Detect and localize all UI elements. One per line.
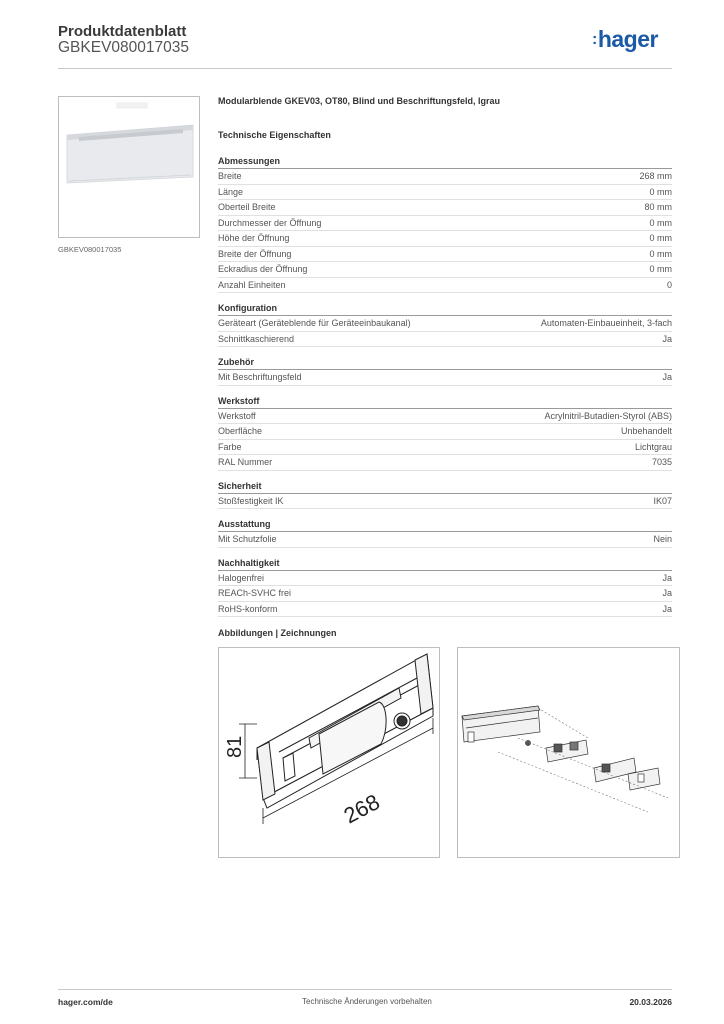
- property-label: RoHS-konform: [218, 603, 278, 614]
- footer-date: 20.03.2026: [629, 997, 672, 1007]
- section-heading: Abmessungen: [218, 155, 672, 169]
- property-value: Ja: [662, 603, 672, 614]
- property-row: [218, 247, 672, 263]
- section-ausstattung: [218, 518, 672, 548]
- section-nachhaltigkeit: [218, 557, 672, 618]
- property-label: Mit Beschriftungsfeld: [218, 372, 302, 382]
- property-row: [218, 571, 672, 587]
- property-row: [218, 332, 672, 348]
- property-label: Stoßfestigkeit IK: [218, 495, 284, 506]
- dimension-height-label: 81: [224, 735, 246, 758]
- property-row: [218, 424, 672, 440]
- property-row: [218, 440, 672, 456]
- property-label: Farbe: [218, 441, 242, 452]
- product-photo: [59, 97, 199, 237]
- property-row: [218, 262, 672, 278]
- property-label: Mit Schutzfolie: [218, 534, 277, 544]
- logo-text: hager: [597, 26, 658, 52]
- property-row: [218, 216, 672, 232]
- hager-logo: [592, 26, 658, 53]
- property-label: REACh-SVHC frei: [218, 588, 292, 598]
- footer-website: hager.com/de: [58, 997, 113, 1007]
- section-heading: Werkstoff: [218, 395, 672, 409]
- property-row: [218, 370, 672, 386]
- page-title: Produktdatenblatt: [58, 23, 187, 40]
- dimension-drawing-svg: [219, 648, 439, 857]
- property-value: 7035: [651, 457, 672, 467]
- header-divider: [58, 68, 672, 69]
- property-row: [218, 316, 672, 332]
- property-label: Oberfläche: [218, 426, 263, 436]
- property-row: [218, 278, 672, 294]
- property-label: Werkstoff: [218, 410, 256, 421]
- assembly-drawing: [457, 647, 680, 858]
- section-zubehoer: [218, 356, 672, 386]
- property-value: Lichtgrau: [634, 441, 672, 452]
- property-label: Schnittkaschierend: [218, 333, 295, 344]
- figures-heading: Abbildungen | Zeichnungen: [218, 628, 337, 638]
- property-value: 0 mm: [649, 217, 672, 228]
- property-label: Länge: [218, 186, 244, 197]
- property-row: [218, 455, 672, 471]
- section-heading: Nachhaltigkeit: [218, 557, 672, 571]
- property-value: Acrylnitril-Butadien-Styrol (ABS): [544, 410, 672, 421]
- property-value: Nein: [653, 534, 672, 544]
- property-value: IK07: [653, 495, 672, 506]
- footer-divider: [58, 989, 672, 990]
- property-row: [218, 200, 672, 216]
- property-value: 0: [666, 279, 672, 290]
- property-value: Ja: [662, 372, 672, 382]
- product-title: Modularblende GKEV03, OT80, Blind und Beschriftungsfeld, lgrau: [218, 96, 501, 106]
- footer-disclaimer: Technische Änderungen vorbehalten: [302, 997, 432, 1006]
- dimension-drawing: [218, 647, 440, 858]
- property-label: Geräteart (Geräteblende für Geräteeinbaukanal): [218, 318, 411, 328]
- property-label: Halogenfrei: [218, 572, 265, 583]
- property-row: [218, 586, 672, 602]
- property-row: [218, 602, 672, 618]
- section-werkstoff: [218, 395, 672, 471]
- property-label: Oberteil Breite: [218, 202, 276, 212]
- section-sicherheit: [218, 480, 672, 510]
- property-row: [218, 532, 672, 548]
- property-value: 0 mm: [649, 186, 672, 197]
- section-heading: Sicherheit: [218, 480, 672, 494]
- property-label: Breite: [218, 171, 242, 181]
- property-value: Automaten-Einbaueinheit, 3-fach: [540, 318, 672, 328]
- thumbnail-caption: GBKEV080017035: [58, 245, 122, 254]
- logo-dots: :: [592, 31, 597, 48]
- dimension-width-label: 268: [339, 789, 384, 829]
- property-value: 0 mm: [649, 264, 672, 274]
- property-value: Unbehandelt: [620, 426, 672, 436]
- property-value: 0 mm: [649, 248, 672, 259]
- property-row: [218, 185, 672, 201]
- section-abmessungen: [218, 155, 672, 293]
- product-thumbnail: [58, 96, 200, 238]
- property-label: RAL Nummer: [218, 457, 273, 467]
- technical-properties-heading: Technische Eigenschaften: [218, 130, 331, 140]
- property-label: Breite der Öffnung: [218, 248, 292, 259]
- section-konfiguration: [218, 302, 672, 347]
- property-value: 268 mm: [639, 171, 672, 181]
- property-value: Ja: [662, 588, 672, 598]
- product-code: GBKEV080017035: [58, 39, 189, 56]
- property-label: Höhe der Öffnung: [218, 233, 290, 243]
- section-heading: Ausstattung: [218, 518, 672, 532]
- property-label: Eckradius der Öffnung: [218, 264, 308, 274]
- property-row: [218, 409, 672, 425]
- section-heading: Konfiguration: [218, 302, 672, 316]
- properties-table: [218, 155, 672, 626]
- property-row: [218, 169, 672, 185]
- property-value: 0 mm: [649, 233, 672, 243]
- assembly-drawing-svg: [458, 648, 679, 857]
- property-value: Ja: [662, 333, 672, 344]
- property-value: Ja: [662, 572, 672, 583]
- property-label: Durchmesser der Öffnung: [218, 217, 322, 228]
- property-value: 80 mm: [644, 202, 672, 212]
- property-label: Anzahl Einheiten: [218, 279, 286, 290]
- property-row: [218, 231, 672, 247]
- property-row: [218, 494, 672, 510]
- section-heading: Zubehör: [218, 356, 672, 370]
